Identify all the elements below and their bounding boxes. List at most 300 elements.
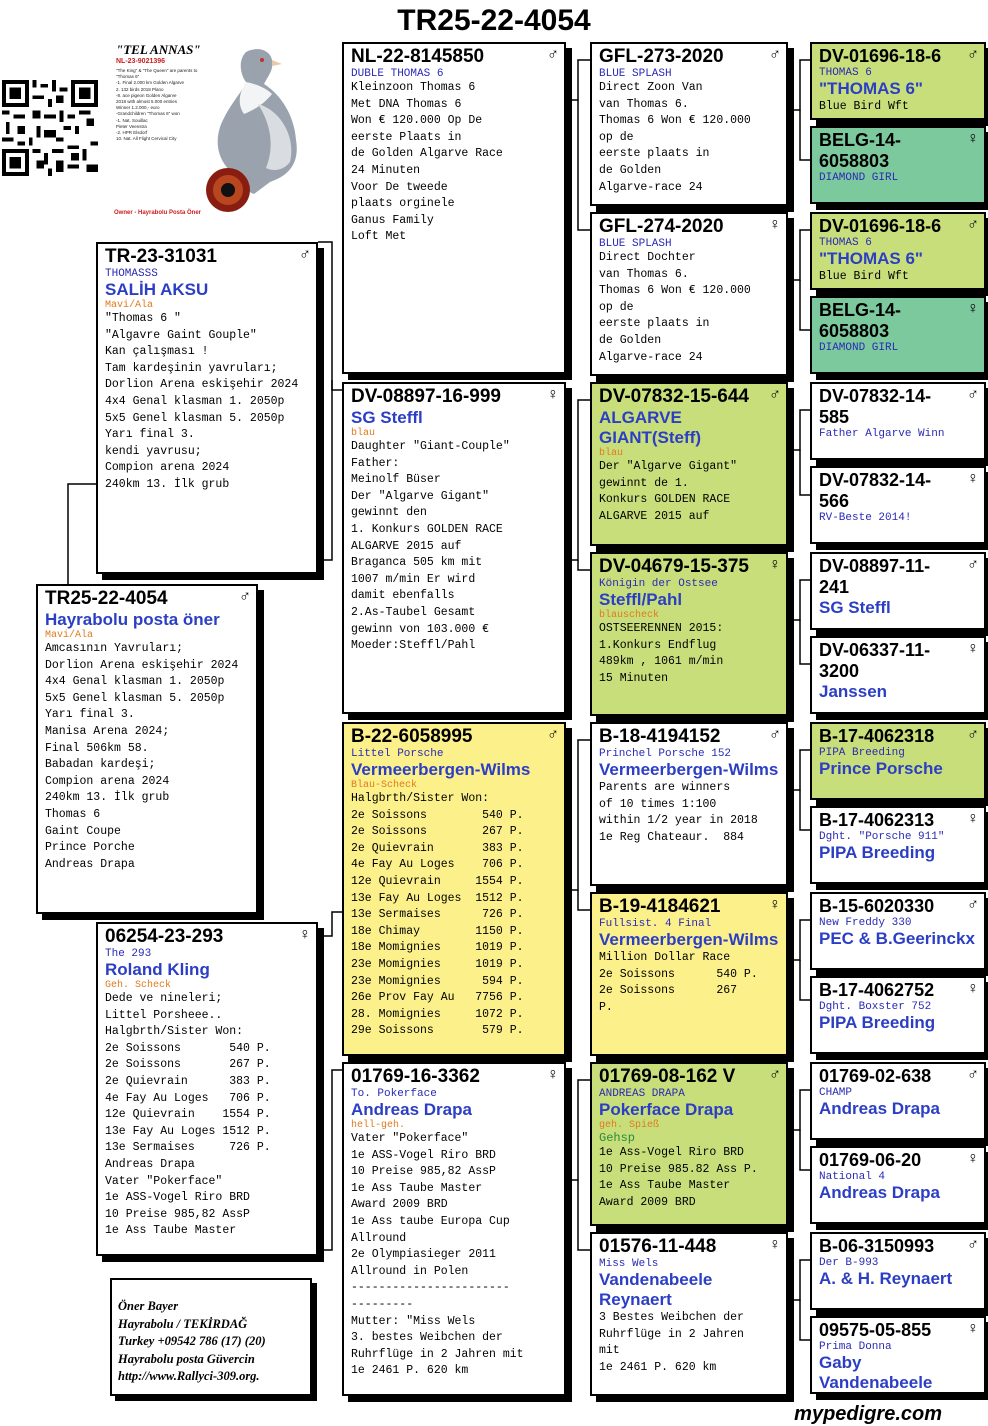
female-icon: ♀	[967, 130, 979, 147]
info-line: de Golden	[599, 163, 662, 177]
breeder-name: Hayrabolu posta öner	[45, 610, 220, 629]
info-line: Direct Dochter	[599, 251, 696, 264]
pedigree-box[interactable]	[590, 552, 788, 716]
plumage-color: Blau-Scheck	[351, 780, 418, 791]
info-line: 1e ASS-Vogel Riro BRD	[105, 1191, 250, 1205]
info-line: 13e Sermaises 726 P.	[105, 1141, 271, 1155]
info-line: Dorlion Arena eskişehir 2024	[45, 658, 239, 672]
info-line: -----------------------	[351, 1281, 510, 1295]
info-line: kendi yavrusu;	[105, 444, 202, 458]
male-icon: ♂	[769, 726, 781, 743]
ring-number: B-19-4184621	[599, 896, 721, 917]
info-line: Vater "Pokerface"	[105, 1174, 223, 1188]
ring-number: TR25-22-4054	[45, 588, 168, 609]
info-line: van Thomas 6.	[599, 97, 689, 111]
info-line: Vater "Pokerface"	[351, 1132, 469, 1145]
male-icon: ♂	[299, 246, 311, 263]
breeder-name: Vermeerbergen-Wilms	[599, 930, 779, 949]
pigeon-name: To. Pokerface	[351, 1088, 437, 1100]
info-line: Der "Algarve Gigant"	[351, 489, 490, 503]
ring-number: 01769-06-20	[819, 1150, 922, 1170]
ring-number: DV-07832-14-585	[819, 386, 932, 427]
info-line: 240km 13. İlk grub	[45, 791, 170, 805]
owner-contact-card	[110, 1278, 312, 1396]
info-line: 240km 13. İlk grub	[105, 477, 230, 491]
male-icon: ♂	[967, 216, 979, 233]
pigeon-name: DIAMOND GIRL	[819, 172, 899, 184]
info-line: Prince Porche	[45, 841, 135, 855]
contact-line[interactable]	[112, 1368, 310, 1386]
ring-number: GFL-274-2020	[599, 216, 724, 237]
info-line: 12e Quievrain 1554 P.	[105, 1108, 271, 1122]
pedigree-box[interactable]	[96, 922, 318, 1256]
info-line: Babadan kardeşi;	[45, 758, 156, 772]
info-line: Algarve-race 24	[599, 180, 703, 194]
info-line: 1e ASS-Vogel Riro BRD	[351, 1148, 496, 1162]
breeder-name: Andreas Drapa	[819, 1183, 940, 1202]
info-line: Final 506km 58.	[45, 741, 149, 755]
breeder-name: Pokerface Drapa	[599, 1100, 734, 1119]
info-line: 4e Fay Au Loges 706 P.	[105, 1091, 271, 1105]
info-line: Allround	[351, 1231, 407, 1245]
photo-note-line: -1. Final 2.000 km Golden Algarve	[116, 80, 185, 86]
ring-number: B-18-4194152	[599, 726, 721, 747]
info-line: 1e Reg Chateaur. 884	[599, 830, 744, 844]
photo-note-line: "The King" & "The Queen" are parents to "Thomas 6"	[116, 68, 198, 80]
ring-number: B-17-4062313	[819, 810, 935, 830]
ring-number: B-17-4062752	[819, 980, 935, 1000]
ring-number: 06254-23-293	[105, 926, 224, 947]
pedigree-box[interactable]	[810, 1062, 986, 1140]
info-line: Thomas 6 Won € 120.000	[599, 284, 751, 298]
info-line: 10 Preise 985,82 AssP	[105, 1207, 250, 1221]
pedigree-box[interactable]	[342, 42, 566, 374]
ring-number: DV-01696-18-6	[819, 46, 942, 66]
ring-number: DV-08897-16-999	[351, 386, 501, 407]
pigeon-name: THOMAS 6	[819, 67, 872, 79]
info-line: Littel Porsheee..	[105, 1008, 223, 1022]
plumage-color: hell-geh.	[351, 1120, 406, 1131]
info-line: 29e Soissons 579 P.	[351, 1024, 524, 1038]
photo-note-line: 10. Nat. All Flight Cervical City	[116, 136, 177, 142]
info-line: 5x5 Genel klasman 5. 2050p	[45, 691, 225, 705]
info-line: Yarı final 3.	[105, 428, 195, 442]
ring-number: 09575-05-855	[819, 1320, 932, 1340]
info-line: 1e Ass Taube Master	[351, 1181, 483, 1195]
info-line: 2e Soissons 267 P.	[105, 1058, 271, 1072]
info-line: 10 Preise 985.82 Ass P.	[599, 1162, 758, 1176]
info-line: 4e Fay Au Loges 706 P.	[351, 858, 524, 872]
info-line: Met DNA Thomas 6	[351, 97, 462, 111]
male-icon: ♂	[967, 1066, 979, 1083]
pigeon-name: Prima Donna	[819, 1341, 892, 1353]
pigeon-name: Fullsist. 4 Final	[599, 918, 712, 930]
info-line: 13e Fay Au Loges 1512 P.	[105, 1124, 271, 1138]
info-line: de Golden	[599, 333, 662, 347]
info-line: Loft Met	[351, 230, 407, 244]
female-icon: ♀	[769, 896, 781, 913]
info-line: Gaint Coupe	[45, 824, 121, 838]
pedigree-box[interactable]	[810, 552, 986, 630]
ring-number: DV-06337-11-3200	[819, 640, 931, 681]
male-icon: ♂	[967, 386, 979, 403]
info-line: op de	[599, 300, 634, 314]
info-line: Amcasının Yavruları;	[45, 642, 184, 655]
info-line: 2e Soissons 267 P.	[351, 825, 524, 839]
info-line: Compion arena 2024	[105, 461, 230, 475]
pigeon-name: CHAMP	[819, 1087, 853, 1099]
pedigree-box[interactable]	[590, 212, 788, 376]
info-line: 28. Momignies 1072 P.	[351, 1007, 524, 1021]
pedigree-box[interactable]	[810, 976, 986, 1054]
plumage-color: Mavi/Ala	[105, 300, 154, 311]
plumage-color: Geh. Scheck	[105, 980, 172, 991]
pedigree-box[interactable]	[810, 126, 986, 204]
pigeon-name: BLUE SPLASH	[599, 238, 672, 250]
ring-number: 01769-02-638	[819, 1066, 932, 1086]
breeder-name: Vandenabeele Reynaert	[599, 1270, 713, 1309]
breeder-name: Roland Kling	[105, 960, 210, 979]
info-line: op de	[599, 130, 634, 144]
pedigree-box[interactable]	[810, 212, 986, 290]
info-line: gewinnt de 1.	[599, 476, 689, 490]
photo-note-line: Winner 1.2.000,- euro	[116, 105, 160, 111]
info-line: Kleinzoon Thomas 6	[351, 81, 476, 94]
pigeon-name: New Freddy 330	[819, 917, 912, 929]
pedigree-box[interactable]	[342, 1062, 566, 1396]
ring-number: GFL-273-2020	[599, 46, 724, 67]
ring-number: NL-22-8145850	[351, 46, 485, 67]
pedigree-box[interactable]	[810, 1232, 986, 1310]
website-link[interactable]: http://www.Rallyci-309.org.	[118, 1369, 260, 1383]
info-line: "Thomas 6 "	[105, 312, 181, 325]
breeder-name: SG Steffl	[819, 598, 891, 617]
info-line: 13e Fay Au Loges 1512 P.	[351, 891, 524, 905]
info-line: 2e Soissons 540 P.	[351, 808, 524, 822]
info-line: 2e Quievrain 383 P.	[105, 1074, 271, 1088]
pigeon-name: National 4	[819, 1171, 886, 1183]
info-line: 2e Quievrain 383 P.	[351, 841, 524, 855]
pigeon-name: DUBLE THOMAS 6	[351, 68, 444, 80]
info-line: 4x4 Genal klasman 1. 2050p	[105, 394, 285, 408]
pedigree-box[interactable]	[96, 242, 318, 574]
ring-number: B-17-4062318	[819, 726, 935, 746]
plumage-color: Mavi/Ala	[45, 630, 94, 641]
male-icon: ♂	[239, 588, 251, 605]
info-line: damit ebenfalls	[351, 589, 455, 603]
info-line: Million Dollar Race	[599, 951, 731, 964]
ring-number: BELG-14-6058803	[819, 130, 902, 171]
info-line: Algarve-race 24	[599, 350, 703, 364]
info-line: Blue Bird Wft	[819, 100, 909, 113]
info-line: Voor De tweede	[351, 180, 448, 194]
male-icon: ♂	[967, 896, 979, 913]
info-line: 3. bestes Weibchen der	[351, 1331, 503, 1345]
info-line: 12e Quievrain 1554 P.	[351, 874, 524, 888]
female-icon: ♀	[967, 300, 979, 317]
info-line: Won € 120.000 Op De	[351, 114, 483, 128]
contact-line: Öner Bayer	[118, 1299, 179, 1313]
info-line: 1e 2461 P. 620 km	[351, 1364, 469, 1378]
ring-number: BELG-14-6058803	[819, 300, 902, 341]
breeder-name: "THOMAS 6"	[819, 249, 923, 268]
pigeon-name: Dght. "Porsche 911"	[819, 831, 945, 843]
female-icon: ♀	[547, 1066, 559, 1083]
info-line: 1e Ass-Vogel Riro BRD	[599, 1146, 744, 1159]
male-icon: ♂	[967, 726, 979, 743]
photo-note-line: 2. 132 birds 2018 Plano	[116, 86, 164, 92]
female-icon: ♀	[769, 1236, 781, 1253]
info-line: 1e Ass taube Europa Cup	[351, 1214, 510, 1228]
plumage-color: blauscheck	[599, 610, 660, 621]
breeder-name: ALGARVE GIANT(Steff)	[599, 408, 701, 447]
info-line: Andreas Drapa	[105, 1157, 195, 1171]
breeder-name: Steffl/Pahl	[599, 590, 683, 609]
breeder-name: PEC & B.Geerinckx	[819, 929, 975, 948]
footer-brand[interactable]: mypedigre.com	[794, 1403, 942, 1425]
info-line: Dede ve nineleri;	[105, 992, 223, 1005]
info-line: van Thomas 6.	[599, 267, 689, 281]
pedigree-box[interactable]	[810, 1146, 986, 1224]
pigeon-name: BLUE SPLASH	[599, 68, 672, 80]
pedigree-box[interactable]	[590, 892, 788, 1056]
info-line: eerste Plaats in	[351, 130, 462, 144]
plumage-color: geh. Spieß	[599, 1120, 660, 1131]
plumage-color: blau	[599, 448, 624, 459]
info-line: Andreas Drapa	[45, 857, 135, 871]
pedigree-box[interactable]	[810, 382, 986, 460]
female-icon: ♀	[299, 926, 311, 943]
pedigree-box[interactable]	[590, 382, 788, 546]
ring-number: DV-01696-18-6	[819, 216, 942, 236]
info-line: Father:	[351, 456, 400, 470]
info-line: 1.Konkurs Endflug	[599, 638, 717, 652]
info-line: Blue Bird Wft	[819, 270, 909, 283]
male-icon: ♂	[769, 1066, 781, 1083]
pigeon-name: Der B-993	[819, 1257, 879, 1269]
female-icon: ♀	[967, 810, 979, 827]
ring-number: DV-07832-15-644	[599, 386, 749, 407]
breeder-name: SG Steffl	[351, 408, 423, 427]
pigeon-name: Miss Wels	[599, 1258, 659, 1270]
info-line: Dorlion Arena eskişehir 2024	[105, 378, 299, 392]
info-line: mit	[599, 1344, 620, 1358]
pigeon-name: PIPA Breeding	[819, 747, 905, 759]
ring-number: TR-23-31031	[105, 246, 217, 267]
pedigree-box[interactable]	[810, 892, 986, 970]
male-icon: ♂	[547, 46, 559, 63]
photo-note-line: -2. HPR Elsdorf	[116, 130, 148, 136]
pedigree-box[interactable]	[342, 722, 566, 1056]
info-line: Compion arena 2024	[45, 774, 170, 788]
info-line: Award 2009 BRD	[599, 1195, 696, 1209]
info-line: 15 Minuten	[599, 671, 669, 685]
female-icon: ♀	[967, 980, 979, 997]
pedigree-box[interactable]	[590, 1062, 788, 1226]
female-icon: ♀	[769, 216, 781, 233]
info-line: 1007 m/min Er wird	[351, 572, 476, 586]
info-line: ---------	[351, 1297, 414, 1311]
photo-pigeon-ring: NL-23-9021396	[116, 58, 166, 65]
ring-number: B-22-6058995	[351, 726, 473, 747]
info-line: Braganca 505 km mit	[351, 556, 483, 570]
breeder-name: A. & H. Reynaert	[819, 1269, 953, 1288]
info-line: ALGARVE 2015 auf	[599, 509, 710, 523]
pedigree-box[interactable]	[810, 466, 986, 544]
info-line: eerste plaats in	[599, 317, 710, 331]
pedigree-box[interactable]	[810, 722, 986, 800]
pigeon-name: Princhel Porsche 152	[599, 748, 732, 760]
info-line: 3 Bestes Weibchen der	[599, 1311, 744, 1324]
breeder-name: Vermeerbergen-Wilms	[599, 760, 779, 779]
male-icon: ♂	[769, 46, 781, 63]
info-line: Ganus Family	[351, 213, 434, 227]
info-line: 5x5 Genel klasman 5. 2050p	[105, 411, 285, 425]
info-line: OSTSEERENNEN 2015:	[599, 622, 724, 635]
info-line: Yarı final 3.	[45, 708, 135, 722]
info-line: gewinn von 103.000 €	[351, 622, 490, 636]
pedigree-box[interactable]	[36, 584, 258, 914]
pigeon-name: Königin der Ostsee	[599, 578, 718, 590]
pedigree-title: TR25-22-4054	[397, 4, 591, 37]
info-line: plaats orginele	[351, 197, 455, 211]
contact-line: Hayrabolu posta Güvercin	[118, 1351, 255, 1366]
pedigree-box[interactable]	[342, 382, 566, 714]
ring-number: B-15-6020330	[819, 896, 935, 916]
ring-number: 01576-11-448	[599, 1236, 717, 1257]
pedigree-box[interactable]	[590, 1232, 788, 1396]
photo-note-line: 2018 with almost 5.000 entries	[116, 99, 178, 105]
info-line: Ruhrflüge in 2 Jahren mit	[351, 1347, 524, 1361]
info-line: Award 2009 BRD	[351, 1198, 448, 1212]
info-line: 1e 2461 P. 620 km	[599, 1360, 717, 1374]
female-icon: ♀	[967, 470, 979, 487]
info-line: 4x4 Genal klasman 1. 2050p	[45, 675, 225, 689]
info-line: Der "Algarve Gigant"	[599, 460, 738, 473]
breeder-name: SALİH AKSU	[105, 280, 209, 299]
female-icon: ♀	[769, 556, 781, 573]
info-line: de Golden Algarve Race	[351, 147, 503, 161]
pigeon-name: Littel Porsche	[351, 748, 444, 760]
breeder-name: Andreas Drapa	[819, 1099, 940, 1118]
female-icon: ♀	[967, 1150, 979, 1167]
male-icon: ♂	[547, 726, 559, 743]
info-line: Konkurs GOLDEN RACE	[599, 493, 731, 507]
info-line: Halgbrth/Sister Won:	[351, 792, 490, 805]
info-line: 1e Ass Taube Master	[599, 1179, 731, 1193]
breeder-name: Janssen	[819, 682, 888, 701]
breeder-name: Gaby Vandenabeele	[819, 1353, 933, 1392]
pedigree-box[interactable]	[810, 296, 986, 374]
pigeon-name: THOMAS 6	[819, 237, 872, 249]
female-icon: ♀	[967, 1320, 979, 1337]
pigeon-name: DIAMOND GIRL	[819, 342, 899, 354]
pedigree-box[interactable]	[810, 636, 986, 714]
photo-note-line: -Grandchildren "Thomas 6" won	[116, 111, 180, 117]
info-line: 2e Soissons 267	[599, 984, 738, 998]
info-line: 2.As-Taubel Gesamt	[351, 605, 476, 619]
info-line: Halgbrth/Sister Won:	[105, 1025, 244, 1039]
info-line: 1. Konkurs GOLDEN RACE	[351, 522, 503, 536]
info-line: 18e Chimay 1150 P.	[351, 924, 524, 938]
info-line: P.	[599, 1000, 613, 1014]
pigeon-name: Father Algarve Winn	[819, 428, 945, 440]
info-line: Daughter "Giant-Couple"	[351, 440, 510, 453]
info-line: 24 Minuten	[351, 163, 421, 177]
pigeon-name: The 293	[105, 948, 152, 960]
info-line: gewinnt den	[351, 506, 427, 520]
info-line: Kan çalışması !	[105, 345, 209, 359]
info-line: Mutter: "Miss Wels	[351, 1314, 476, 1328]
info-line: Tam kardeşinin yavruları;	[105, 361, 278, 375]
info-line: eerste plaats in	[599, 147, 710, 161]
info-line: "Algavre Gaint Gouple"	[105, 328, 257, 342]
breeder-name: Vermeerbergen-Wilms	[351, 760, 531, 779]
contact-line: Hayrabolu / TEKİRDAĞ	[118, 1316, 248, 1331]
info-line: of 10 times 1:100	[599, 797, 717, 811]
info-line: 489km , 1061 m/min	[599, 655, 724, 669]
photo-pigeon-name: "TEL ANNAS"	[116, 42, 201, 57]
male-icon: ♂	[769, 386, 781, 403]
pedigree-box[interactable]	[810, 1316, 986, 1394]
contact-line: Turkey +09542 786 (17) (20)	[118, 1334, 266, 1348]
info-line: 13e Sermaises 726 P.	[351, 908, 524, 922]
female-icon: ♀	[547, 386, 559, 403]
ring-number: B-06-3150993	[819, 1236, 935, 1256]
ring-number: DV-07832-14-566	[819, 470, 932, 511]
info-line: 2e Soissons 540 P.	[599, 967, 758, 981]
plumage-color-alt: Gehsp	[599, 1131, 636, 1145]
ring-number: DV-04679-15-375	[599, 556, 749, 577]
ring-number: DV-08897-11-241	[819, 556, 931, 597]
pigeon-name: ANDREAS DRAPA	[599, 1088, 685, 1100]
pedigree-box[interactable]	[810, 806, 986, 884]
female-icon: ♀	[967, 640, 979, 657]
info-line: Parents are winners	[599, 781, 731, 794]
info-line: 26e Prov Fay Au 7756 P.	[351, 991, 524, 1005]
info-line: Direct Zoon Van	[599, 81, 703, 94]
breeder-name: Prince Porsche	[819, 759, 943, 778]
info-line: within 1/2 year in 2018	[599, 814, 758, 828]
info-line: Moeder:Steffl/Pahl	[351, 639, 476, 653]
breeder-name: "THOMAS 6"	[819, 79, 923, 98]
info-line: 2e Soissons 540 P.	[105, 1041, 271, 1055]
photo-owner: Owner - Hayrabolu Posta Öner	[114, 210, 202, 216]
photo-note-line: -8. ace pigeon Golden Algarve	[116, 92, 177, 98]
info-line: 2e Olympiasieger 2011	[351, 1248, 496, 1262]
photo-note-line: -1. Nat. Souillac	[116, 117, 148, 123]
info-line: 1e Ass Taube Master	[105, 1224, 237, 1238]
breeder-name: Andreas Drapa	[351, 1100, 472, 1119]
ring-number: 01769-16-3362	[351, 1066, 480, 1087]
info-line: 10 Preise 985,82 AssP	[351, 1165, 496, 1179]
pedigree-box[interactable]	[810, 42, 986, 120]
male-icon: ♂	[967, 556, 979, 573]
breeder-name: PIPA Breeding	[819, 843, 936, 862]
info-line: Thomas 6	[45, 807, 101, 821]
photo-note-line: Pieter Veenstra	[116, 123, 147, 129]
pigeon-name: Dght. Boxster 752	[819, 1001, 932, 1013]
info-line: Thomas 6 Won € 120.000	[599, 114, 751, 128]
pedigree-box[interactable]	[590, 722, 788, 886]
pedigree-box[interactable]	[590, 42, 788, 206]
info-line: 23e Momignies 594 P.	[351, 974, 524, 988]
info-line: Meinolf Büser	[351, 473, 441, 487]
pigeon-name: RV-Beste 2014!	[819, 512, 912, 524]
pigeon-name: THOMASSS	[105, 268, 158, 280]
info-line: Allround in Polen	[351, 1264, 469, 1278]
info-line: Ruhrflüge in 2 Jahren	[599, 1327, 744, 1341]
